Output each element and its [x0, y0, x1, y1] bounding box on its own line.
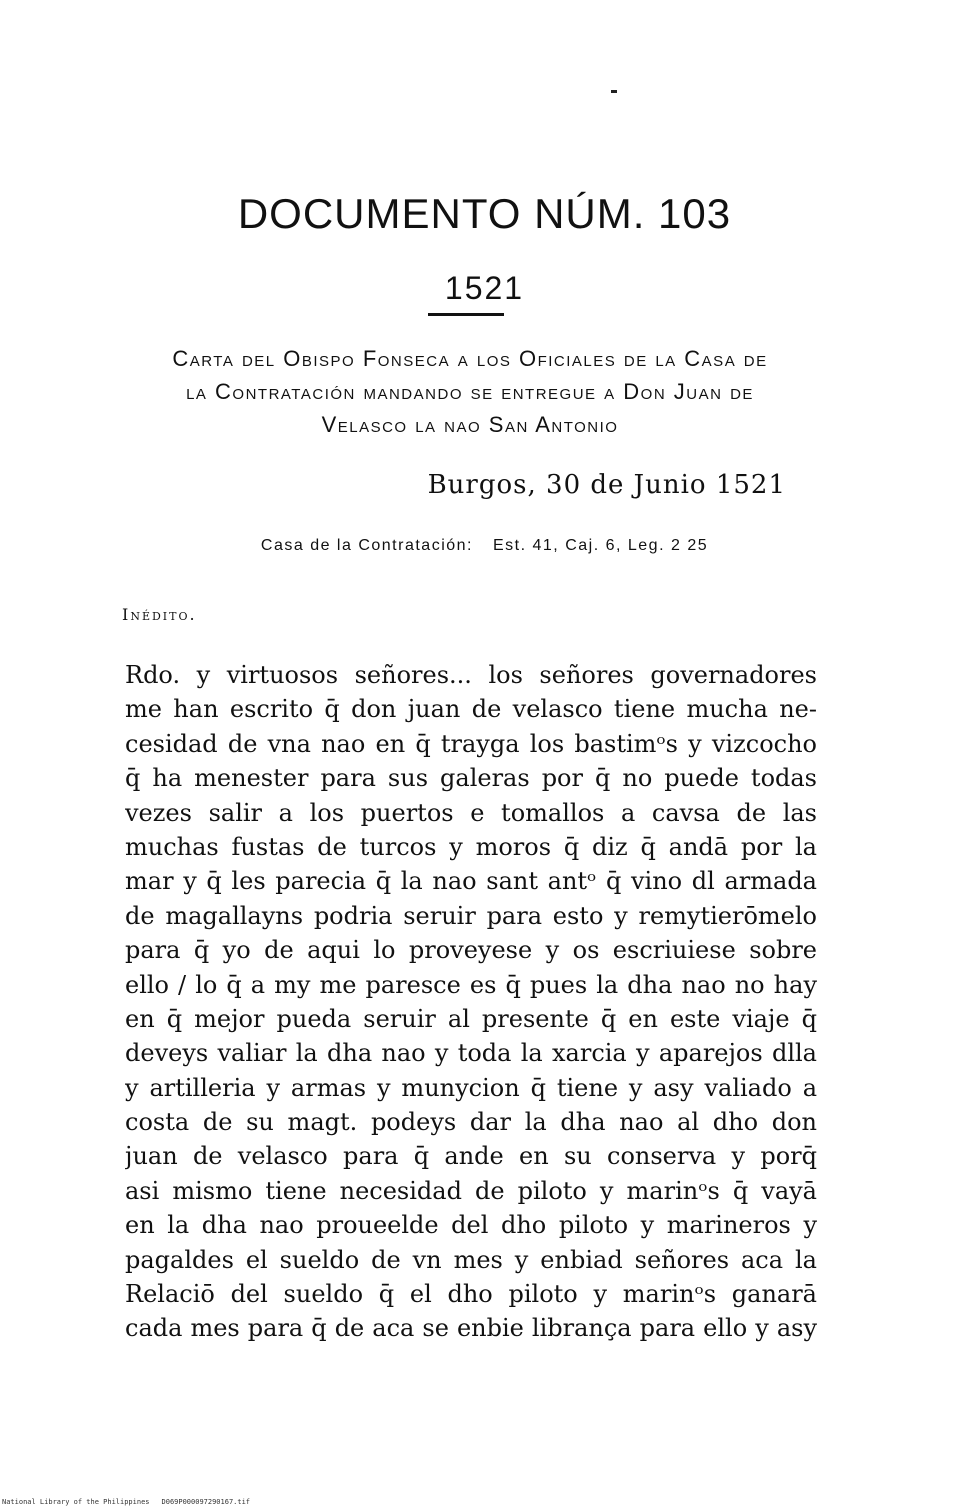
- body-line: costa de su magt. podeys dar la dha nao al dho don: [125, 1108, 817, 1137]
- body-line: de magallayns podria seruir para esto y remytierōmelo: [125, 901, 817, 930]
- body-line: deveys valiar la dha nao y toda la xarcia y aparejos dlla: [125, 1039, 817, 1068]
- footer-file: D069P000097290167.tif: [161, 1498, 251, 1506]
- body-line: ello / lo q̄ a my me paresce es q̄ pues la dha nao no hay: [125, 970, 817, 999]
- body-line: muchas fustas de turcos y moros q̄ diz q̄ andā por la: [125, 832, 817, 861]
- body-line: me han escrito q̄ don juan de velasco tiene mucha ne-: [125, 695, 817, 724]
- subtitle-line: Carta del Obispo Fonseca a los Oficiales de la Casa de: [172, 346, 768, 371]
- document-year: 1521: [444, 270, 525, 306]
- publication-status: Inédito.: [122, 605, 197, 624]
- scan-footer: [2, 1498, 250, 1506]
- archive-label: Casa de la Contratación:: [260, 537, 473, 554]
- year-underline: [428, 313, 504, 316]
- archive-ref: Est. 41, Caj. 6, Leg. 2 25: [493, 537, 709, 554]
- body-line: juan de velasco para q̄ ande en su conserva y porq̄: [125, 1142, 817, 1171]
- letter-body: [125, 658, 817, 1346]
- body-line: asi mismo tiene necesidad de piloto y marinᵒs q̄ vayā: [125, 1176, 817, 1205]
- document-title: DOCUMENTO NÚM. 103: [237, 190, 732, 237]
- body-line: mar y q̄ les parecia q̄ la nao sant antᵒ q̄ vino dl armada: [125, 867, 817, 896]
- body-line: pagaldes el sueldo de vn mes y enbiad señores aca la: [125, 1245, 817, 1274]
- footer-library: National Library of the Philippines: [2, 1498, 150, 1506]
- body-line: en q̄ mejor pueda seruir al presente q̄ en este viaje q̄: [125, 1004, 817, 1033]
- body-line: cesidad de vna nao en q̄ trayga los bastimᵒs y vizcocho: [125, 729, 817, 758]
- body-line: cada mes para q̄ de aca se enbie librança para ello y asy: [125, 1314, 817, 1343]
- body-line: vezes salir a los puertos e tomallos a cavsa de las: [125, 798, 817, 827]
- document-subtitle: [120, 342, 820, 441]
- body-line: para q̄ yo de aqui lo proveyese y os escriuiese sobre: [125, 936, 817, 965]
- subtitle-line: Velasco la nao San Antonio: [321, 412, 619, 437]
- subtitle-line: la Contratación mandando se entregue a Don Juan de: [186, 379, 754, 404]
- body-line: Relaciō del sueldo q̄ el dho piloto y marinᵒs ganarā: [125, 1280, 817, 1309]
- archive-reference: [0, 537, 969, 555]
- body-line: Rdo. y virtuosos señores... los señores governadores: [125, 661, 817, 689]
- body-line: en la dha nao proueelde del dho piloto y marineros y: [125, 1211, 817, 1240]
- body-line: q̄ ha menester para sus galeras por q̄ no puede todas: [125, 764, 817, 793]
- body-line: y artilleria y armas y munycion q̄ tiene y asy valiado a: [125, 1073, 817, 1102]
- place-date: Burgos, 30 de Junio 1521: [427, 470, 786, 500]
- scan-speck: [611, 90, 617, 93]
